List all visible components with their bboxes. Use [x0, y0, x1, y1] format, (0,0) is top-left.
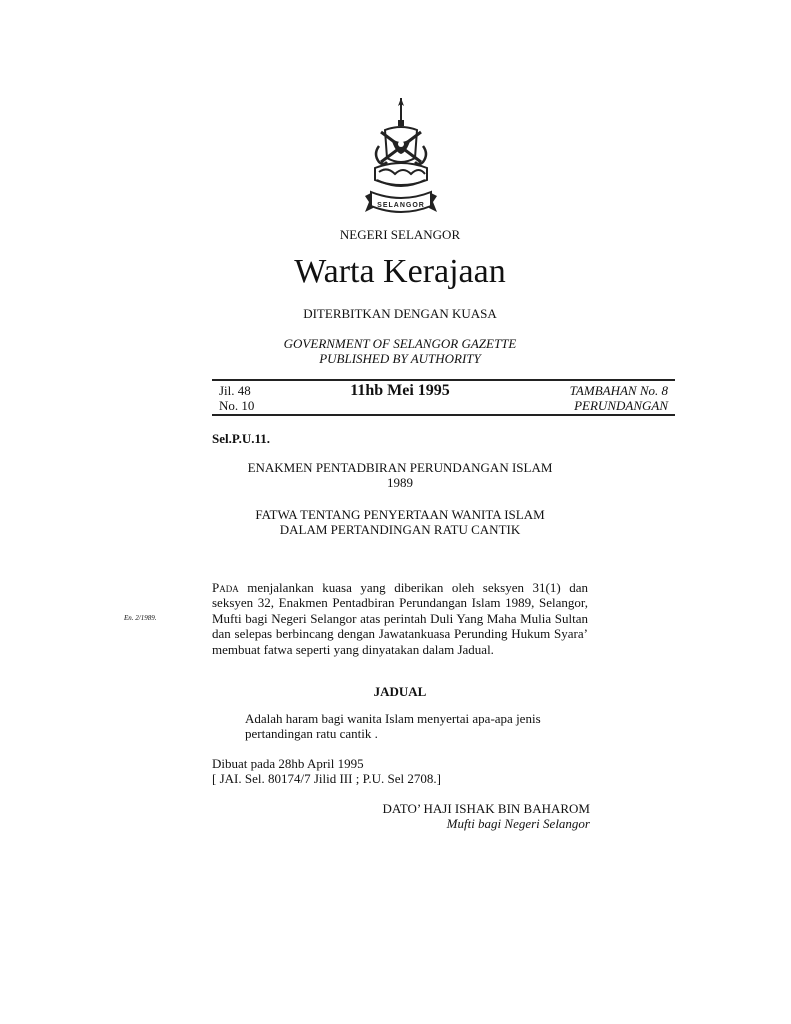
- schedule-heading: JADUAL: [373, 684, 427, 699]
- supplement-info: [520, 383, 668, 413]
- supplement-type: PERUNDANGAN: [574, 398, 668, 413]
- schedule-line-1: Adalah haram bagi wanita Islam menyertai apa-apa jenis: [245, 711, 541, 726]
- issue-date: 11hb Mei 1995: [350, 382, 450, 399]
- enactment-line-1: ENAKMEN PENTADBIRAN PERUNDANGAN ISLAM: [247, 460, 553, 475]
- margin-note: En. 2/1989.: [124, 614, 157, 622]
- masthead-bottom-rule: [212, 414, 675, 416]
- schedule-text: [245, 711, 565, 742]
- enactment-title: [212, 460, 588, 490]
- file-reference: [ JAI. Sel. 80174/7 Jilid III ; P.U. Sel 2708.]: [212, 771, 441, 787]
- issue-number: No. 10: [219, 398, 255, 413]
- gov-line-1: GOVERNMENT OF SELANGOR GAZETTE: [283, 336, 517, 351]
- enactment-line-2: 1989: [387, 475, 413, 490]
- crest-banner-text: SELANGOR: [377, 202, 425, 209]
- body-first-word: Pada: [212, 580, 239, 595]
- published-by-authority-malay: DITERBITKAN DENGAN KUASA: [303, 306, 497, 321]
- masthead-top-rule: [212, 379, 675, 381]
- gazette-title: Warta Kerajaan: [294, 253, 506, 290]
- notice-reference: Sel.P.U.11.: [212, 431, 271, 446]
- made-on: [212, 756, 441, 787]
- gazette-english-heading: [0, 336, 791, 366]
- fatwa-title: [212, 507, 588, 537]
- signatory: [330, 801, 590, 832]
- gov-line-2: PUBLISHED BY AUTHORITY: [319, 351, 481, 366]
- signatory-name: DATO’ HAJI ISHAK BIN BAHAROM: [382, 801, 590, 816]
- volume-label: Jil. 48: [219, 383, 251, 398]
- volume-number: [219, 383, 254, 413]
- selangor-crest-emblem: [361, 96, 441, 222]
- signatory-title: Mufti bagi Negeri Selangor: [446, 816, 590, 832]
- supplement-number: TAMBAHAN No. 8: [569, 383, 668, 398]
- schedule-line-2: pertandingan ratu cantik .: [245, 726, 378, 742]
- notice-body-paragraph: [212, 580, 588, 657]
- state-name: NEGERI SELANGOR: [339, 227, 461, 242]
- fatwa-line-2: DALAM PERTANDINGAN RATU CANTIK: [279, 522, 521, 537]
- fatwa-line-1: FATWA TENTANG PENYERTAAN WANITA ISLAM: [255, 507, 545, 522]
- body-text: menjalankan kuasa yang diberikan oleh seksyen 31(1) dan seksyen 32, Enakmen Pentadbiran Perundangan Islam 1989, Selangor, Mufti bagi Negeri Selangor atas perintah Duli Yang Maha Mulia Sultan dan selepas berbincang dengan Jawatankuasa Perunding Hukum Syara’ membuat fatwa seperti yang dinyatakan dalam Jadual.: [212, 580, 588, 657]
- made-on-date: Dibuat pada 28hb April 1995: [212, 756, 364, 771]
